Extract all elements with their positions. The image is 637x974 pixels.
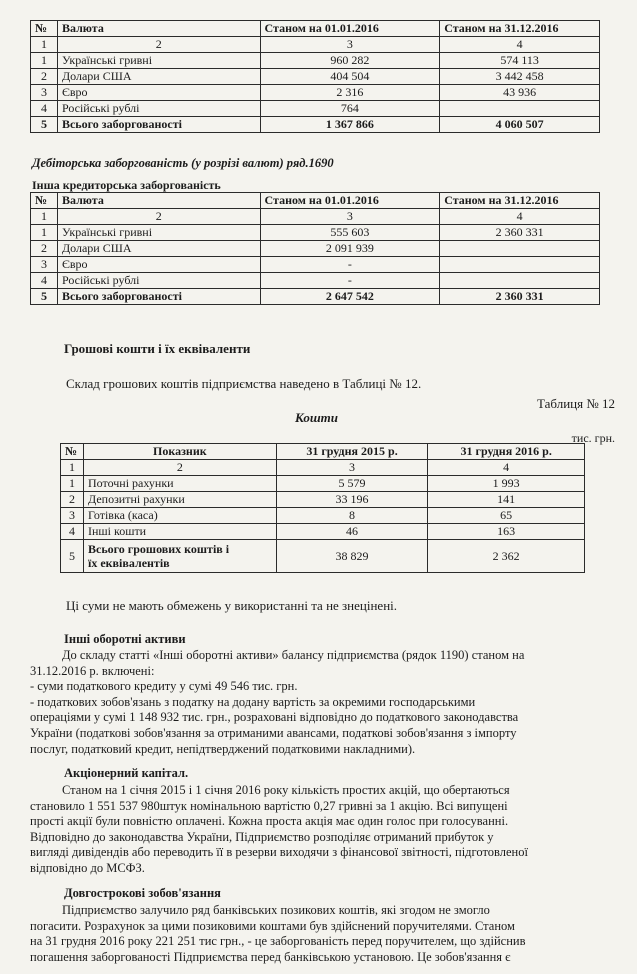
header-cell: Станом на 31.12.2016 [440, 21, 600, 37]
table-cell: Поточні рахунки [83, 476, 276, 492]
table-cell: Депозитні рахунки [83, 492, 276, 508]
table-cell: 3 [260, 37, 440, 53]
text-line: відповідно до МСФЗ. [30, 860, 145, 875]
table-cell: 1 [31, 37, 58, 53]
table-cell: Українські гривні [57, 53, 260, 69]
table-cell: 4 [31, 273, 58, 289]
table-cell: Інші кошти [83, 524, 276, 540]
other-payables-caption: Інша кредиторська заборгованість [32, 178, 221, 192]
table-row [31, 225, 600, 241]
header-cell: № [31, 193, 58, 209]
text-line: 31.12.2016 р. включені: [30, 663, 155, 678]
table-total-row [61, 540, 585, 573]
long-term-paragraph [30, 903, 612, 965]
table-cell [440, 241, 600, 257]
table-cell: 1 [61, 460, 84, 476]
table-cell: 1 993 [428, 476, 585, 492]
table-cell: 4 060 507 [440, 117, 600, 133]
table-cell: - [260, 273, 440, 289]
table-cell: 5 [61, 540, 84, 573]
table-cell: 2 [31, 241, 58, 257]
table-cell: 2 091 939 [260, 241, 440, 257]
table-cell: 1 [31, 225, 58, 241]
table-cell: 4 [428, 460, 585, 476]
text-line: погашення заборгованості Підприємства перед банківською установою. Це зобов'язання є [30, 949, 511, 964]
header-cell: 31 грудня 2016 р. [428, 444, 585, 460]
text-line: - суми податкового кредиту у сумі 49 546 тис. грн. [30, 679, 298, 694]
table-cell: 38 829 [276, 540, 428, 573]
table-row [31, 257, 600, 273]
currency-payables-table [30, 20, 600, 133]
table-cell: 2 362 [428, 540, 585, 573]
table-row [31, 53, 600, 69]
table-cell: 1 [31, 209, 58, 225]
table-total-row [31, 289, 600, 305]
total-label-cell [83, 540, 276, 573]
table-row [61, 476, 585, 492]
other-assets-paragraph [30, 648, 612, 757]
table-header-row [31, 193, 600, 209]
header-cell: Станом на 01.01.2016 [260, 193, 440, 209]
cash-heading: Грошові кошти і їх еквіваленти [64, 341, 251, 356]
table-cell: 2 316 [260, 85, 440, 101]
long-term-heading: Довгострокові зобов'язання [64, 886, 221, 900]
table-cell [440, 273, 600, 289]
table-cell: 3 [31, 85, 58, 101]
text-line: становило 1 551 537 980штук номінальною вартістю 0,27 гривні за 1 акцію. Всі випущені [30, 798, 508, 813]
text-line: на 31 грудня 2016 року 221 251 тис грн., - це заборгованість перед поручителем, що здійснив [30, 934, 526, 949]
table-row [31, 85, 600, 101]
receivables-caption: Дебіторська заборгованість (у розрізі валют) ряд.1690 [32, 156, 334, 170]
table-cell: 574 113 [440, 53, 600, 69]
table-cell: 2 [61, 492, 84, 508]
text-line: Відповідно до законодавства України, Підприємство розподіляє отриманий прибуток у [30, 829, 494, 844]
table-cell: 3 [260, 209, 440, 225]
table-cell: Готівка (каса) [83, 508, 276, 524]
header-cell: Валюта [57, 21, 260, 37]
table-cell: 3 442 458 [440, 69, 600, 85]
text-line: погасити. Розрахунок за цими позиковими коштами був здійснений поручителями. Станом [30, 918, 515, 933]
text-line: Станом на 1 січня 2015 і 1 січня 2016 року кількість простих акцій, що обертаються [62, 783, 510, 797]
table-cell: Євро [57, 257, 260, 273]
table-row [61, 524, 585, 540]
table-cell: Євро [57, 85, 260, 101]
table-cell [440, 257, 600, 273]
table-cell: 163 [428, 524, 585, 540]
table-header-row [31, 21, 600, 37]
table-cell: 3 [31, 257, 58, 273]
total-label-line1: Всього грошових коштів і [87, 542, 230, 556]
table-cell: 46 [276, 524, 428, 540]
table-cell: 2 647 542 [260, 289, 440, 305]
table-row [31, 69, 600, 85]
cash-table-title: Кошти [295, 410, 338, 425]
table-cell: - [260, 257, 440, 273]
table-cell: 4 [440, 209, 600, 225]
table-header-row [61, 444, 585, 460]
table-cell: 43 936 [440, 85, 600, 101]
table-cell: 2 360 331 [440, 225, 600, 241]
table-cell: 555 603 [260, 225, 440, 241]
text-line: Підприємство залучило ряд банківських позикових коштів, які згодом не змогло [62, 903, 490, 917]
table-row [31, 241, 600, 257]
other-assets-heading: Інші оборотні активи [64, 632, 186, 646]
table-cell: Українські гривні [57, 225, 260, 241]
table-cell: 1 [31, 53, 58, 69]
total-label-line2: їх еквівалентів [87, 556, 170, 570]
table-cell: 2 [57, 37, 260, 53]
other-payables-table [30, 192, 600, 305]
table-cell: 2 360 331 [440, 289, 600, 305]
table-cell: 960 282 [260, 53, 440, 69]
table-cell: Долари США [57, 241, 260, 257]
text-line: прості акції були повністю оплачені. Кожна проста акція має один голос при голосуванні. [30, 814, 509, 829]
text-line: - податкових зобов'язань з податку на додану вартість за окремими господарськими [30, 694, 476, 709]
header-cell: № [31, 21, 58, 37]
unit-label: тис. грн. [571, 431, 615, 445]
table-cell: 65 [428, 508, 585, 524]
text-line: України (податкові зобов'язання за отриманими авансами, податкові зобов'язання з імпорту [30, 725, 517, 740]
table-row [61, 492, 585, 508]
text-line: вигляді дивідендів або переводить її в резерви виходячи з фінансової звітності, підготовленої [30, 845, 528, 860]
header-cell: Показник [83, 444, 276, 460]
header-cell: Валюта [57, 193, 260, 209]
table-cell: 404 504 [260, 69, 440, 85]
table-cell: Російські рублі [57, 101, 260, 117]
table-cell: Всього заборгованості [57, 117, 260, 133]
table-index-row [31, 209, 600, 225]
table-cell: Долари США [57, 69, 260, 85]
header-cell: Станом на 01.01.2016 [260, 21, 440, 37]
table-cell: 3 [61, 508, 84, 524]
text-line: операціями у сумі 1 148 932 тис. грн., розраховані відповідно до податкового законодавства [30, 710, 519, 725]
header-cell: 31 грудня 2015 р. [276, 444, 428, 460]
share-capital-heading: Акціонерний капітал. [64, 766, 189, 780]
table-cell: 1 [61, 476, 84, 492]
text-line: До складу статті «Інші оборотні активи» балансу підприємства (рядок 1190) станом на [62, 648, 525, 662]
cash-intro: Склад грошових коштів підприємства наведено в Таблиці № 12. [66, 376, 422, 391]
table-cell: 141 [428, 492, 585, 508]
table-row [31, 273, 600, 289]
table-index-row [31, 37, 600, 53]
table-cell: 4 [440, 37, 600, 53]
text-line: послуг, податковий кредит, непідтверджений податковими накладними). [30, 741, 416, 756]
table-cell: 5 579 [276, 476, 428, 492]
table-cell: 5 [31, 289, 58, 305]
table-cell: 764 [260, 101, 440, 117]
table-cell: 5 [31, 117, 58, 133]
table-cell: 1 367 866 [260, 117, 440, 133]
cash-table [60, 443, 585, 573]
header-cell: Станом на 31.12.2016 [440, 193, 600, 209]
table-row [61, 508, 585, 524]
table-cell: 4 [61, 524, 84, 540]
table-index-row [61, 460, 585, 476]
table-cell: 33 196 [276, 492, 428, 508]
table-cell [440, 101, 600, 117]
table-number: Таблиця № 12 [537, 396, 615, 411]
table-cell: Російські рублі [57, 273, 260, 289]
table-cell: 4 [31, 101, 58, 117]
table-row [31, 101, 600, 117]
table-cell: 2 [31, 69, 58, 85]
table-total-row [31, 117, 600, 133]
table-cell: 2 [57, 209, 260, 225]
table-cell: 2 [83, 460, 276, 476]
table-cell: Всього заборгованості [57, 289, 260, 305]
header-cell: № [61, 444, 84, 460]
table-cell: 3 [276, 460, 428, 476]
table-cell: 8 [276, 508, 428, 524]
share-capital-paragraph [30, 783, 612, 877]
cash-note: Ці суми не мають обмежень у використанні та не знецінені. [66, 598, 398, 613]
